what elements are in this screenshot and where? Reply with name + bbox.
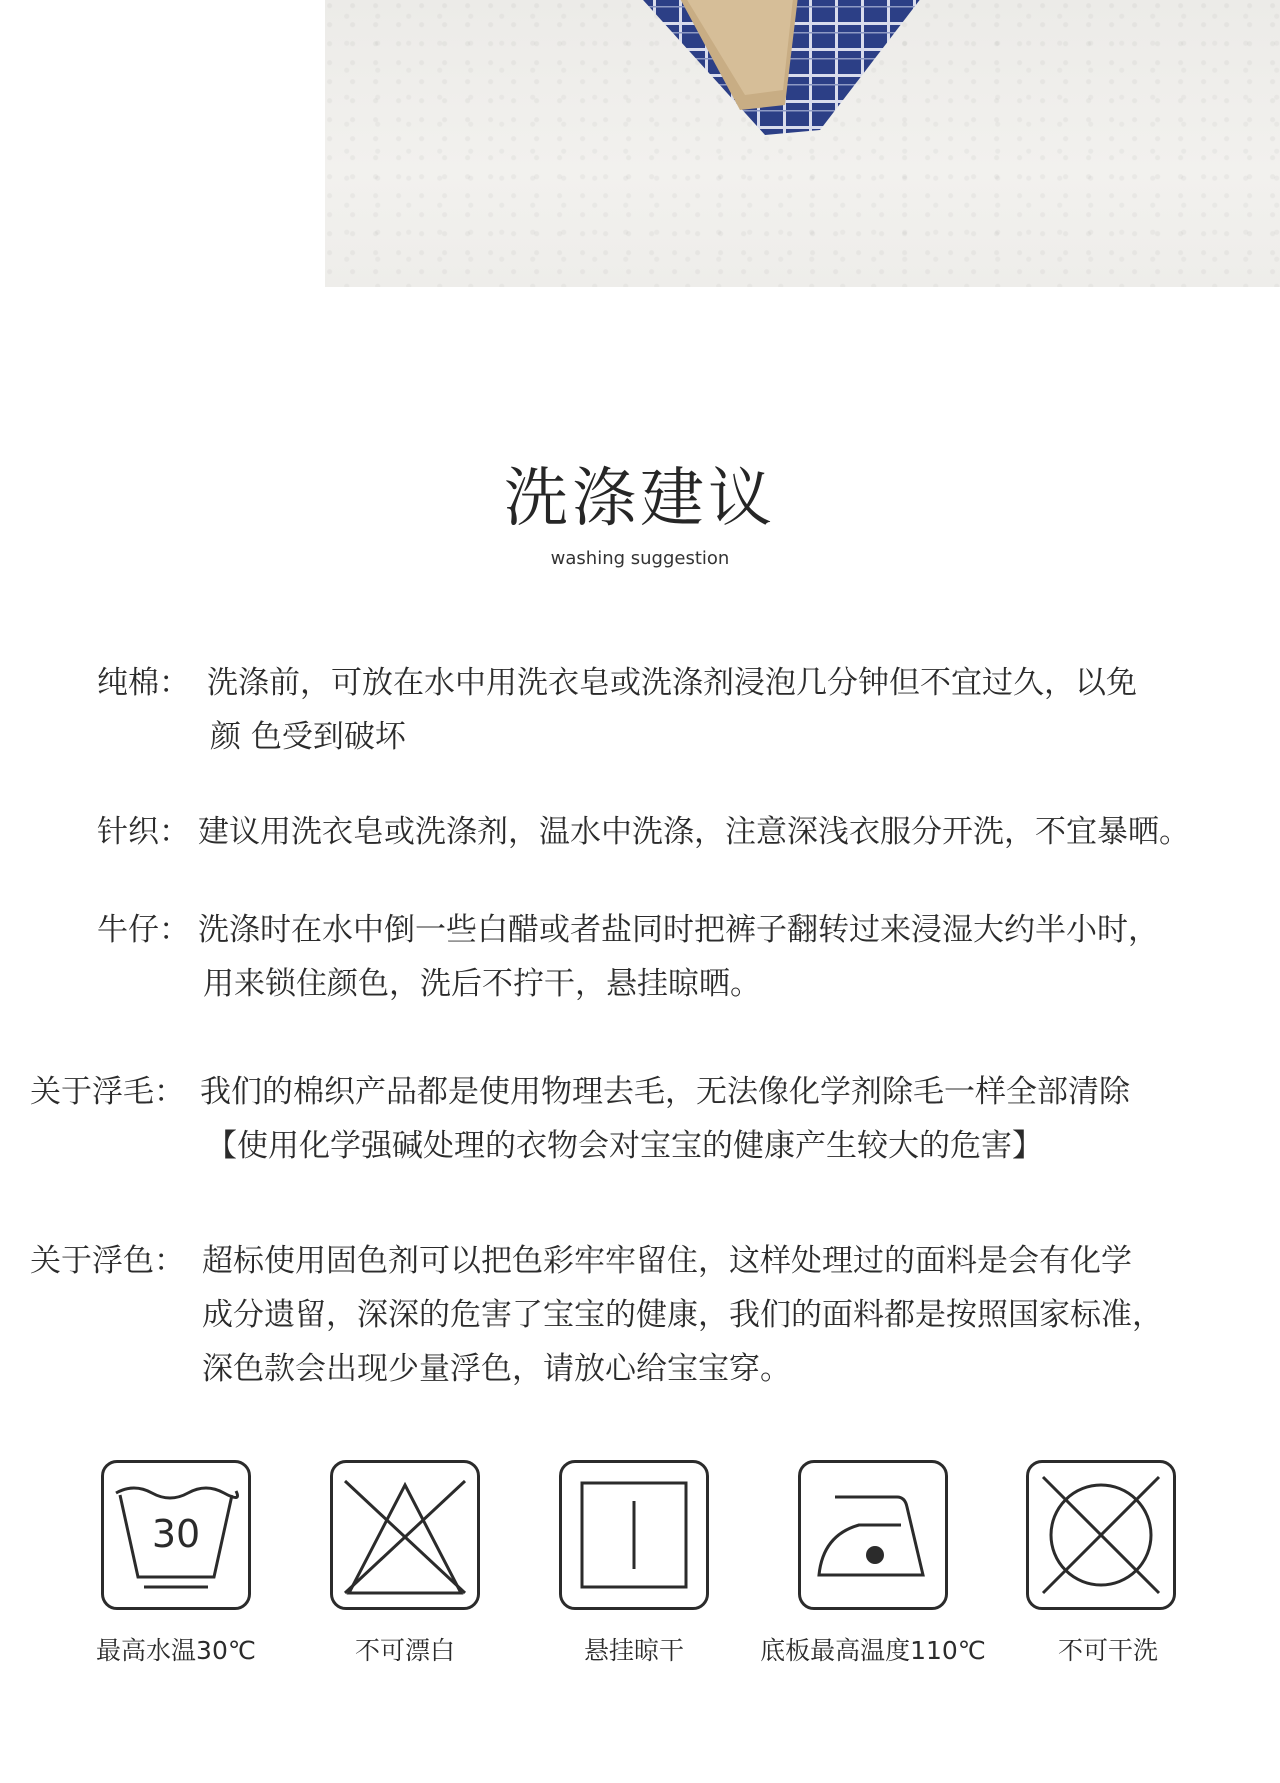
- section-label: 关于浮毛：: [30, 1074, 185, 1110]
- care-label: 不可干洗: [1057, 1636, 1158, 1665]
- line-dry-icon: [559, 1460, 709, 1610]
- section-text: 洗涤时在水中倒一些白醋或者盐同时把裤子翻转过来浸湿大约半小时，: [198, 912, 1159, 948]
- section-label: 针织：: [97, 814, 190, 850]
- page-title: 洗涤建议: [504, 462, 776, 536]
- section-text: 颜 色受到破坏: [210, 719, 406, 755]
- section-label: 纯棉：: [97, 665, 190, 701]
- section-text: 用来锁住颜色，洗后不拧干，悬挂晾晒。: [203, 966, 761, 1002]
- page-subtitle: washing suggestion: [550, 548, 730, 569]
- no-dry-clean-icon: [1026, 1460, 1176, 1610]
- section-text: 我们的棉织产品都是使用物理去毛，无法像化学剂除毛一样全部清除: [200, 1074, 1130, 1110]
- section-text: 建议用洗衣皂或洗涤剂，温水中洗涤，注意深浅衣服分开洗，不宜暴晒。: [198, 814, 1190, 850]
- care-icons-row: [0, 1460, 1280, 1680]
- section-text: 成分遗留，深深的危害了宝宝的健康，我们的面料都是按照国家标准，: [202, 1297, 1163, 1333]
- no-bleach-icon: [330, 1460, 480, 1610]
- section-text: 洗涤前，可放在水中用洗衣皂或洗涤剂浸泡几分钟但不宜过久，以免: [207, 665, 1137, 701]
- section-text: 超标使用固色剂可以把色彩牢牢留住，这样处理过的面料是会有化学: [202, 1243, 1132, 1279]
- care-label: 悬挂晾干: [583, 1636, 684, 1665]
- care-label: 不可漂白: [354, 1636, 455, 1665]
- care-label: 底板最高温度110℃: [760, 1636, 986, 1665]
- product-photo: [325, 0, 1280, 287]
- section-text: 【使用化学强碱处理的衣物会对宝宝的健康产生较大的危害】: [206, 1128, 1043, 1164]
- care-label: 最高水温30℃: [96, 1636, 256, 1665]
- section-label: 牛仔：: [97, 912, 190, 948]
- garment-fold-image: [615, 0, 945, 140]
- wash-temperature: 30: [151, 1512, 201, 1556]
- section-label: 关于浮色：: [30, 1243, 185, 1279]
- section-text: 深色款会出现少量浮色，请放心给宝宝穿。: [202, 1351, 791, 1387]
- wash-30-icon: [101, 1460, 251, 1610]
- iron-110-icon: [798, 1460, 948, 1610]
